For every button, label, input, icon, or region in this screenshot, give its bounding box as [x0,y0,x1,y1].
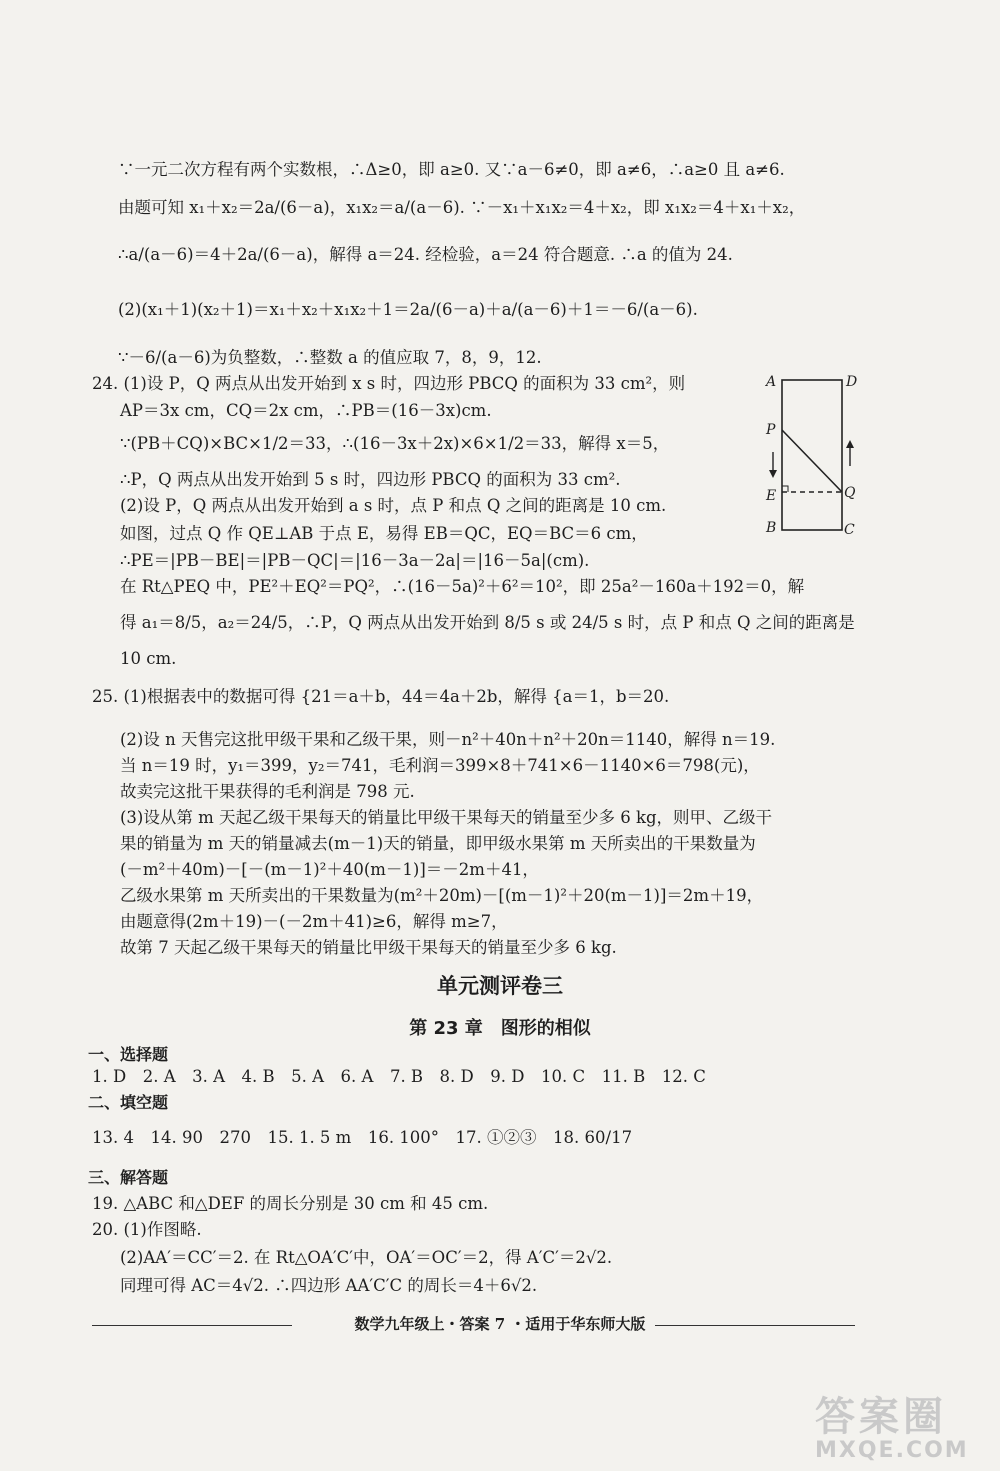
text-line: ∵－6/(a－6)为负整数，∴整数 a 的值应取 7，8，9，12. [118,348,542,367]
text-line: ∵一元二次方程有两个实数根，∴Δ≥0，即 a≥0. 又∵a－6≠0，即 a≠6，∴a≥0 且 a≠6. [118,160,785,179]
text-line: 同理可得 AC＝4√2. ∴四边形 AA′C′C 的周长＝4＋6√2. [120,1276,538,1295]
rectangle-figure [760,372,860,542]
unit-title: 单元测评卷三 [437,974,563,998]
fill-answers: 13. 4 14. 90 270 15. 1. 5 m 16. 100° 17. ①②③ 18. 60/17 [92,1128,633,1147]
text-line: 得 a₁＝8/5，a₂＝24/5，∴P，Q 两点从出发开始到 8/5 s 或 24/5 s 时，点 P 和点 Q 之间的距离是 [120,613,855,632]
text-line: 故第 7 天起乙级干果每天的销量比甲级干果每天的销量至少多 6 kg. [120,938,617,957]
text-line: ∴a/(a－6)＝4＋2a/(6－a)，解得 a＝24. 经检验，a＝24 符合题意. ∴a 的值为 24. [118,245,733,264]
text-line: 25. (1)根据表中的数据可得 {21＝a＋b，44＝4a＋2b，解得 {a＝1，b＝20. [92,687,670,706]
text-line: 果的销量为 m 天的销量减去(m－1)天的销量，即甲级水果第 m 天所卖出的干果数量为 [120,834,756,853]
text-line: AP＝3x cm，CQ＝2x cm，∴PB＝(16－3x)cm. [120,401,492,420]
text-line: 19. △ABC 和△DEF 的周长分别是 30 cm 和 45 cm. [92,1194,489,1213]
text-line: 24. (1)设 P，Q 两点从出发开始到 x s 时，四边形 PBCQ 的面积为 33 cm²，则 [92,374,686,393]
text-line: 由题意得(2m＋19)－(－2m＋41)≥6，解得 m≥7， [120,912,508,931]
label-c: C [844,522,855,538]
text-line: (2)设 n 天售完这批甲级干果和乙级干果，则－n²＋40n＋n²＋20n＝1140，解得 n＝19. [120,730,776,749]
label-e: E [766,488,777,504]
text-line: ∴PE＝|PB－BE|＝|PB－QC|＝|16－3a－2a|＝|16－5a|(cm). [120,551,590,570]
section-heading-choice: 一、选择题 [88,1045,169,1064]
label-p: P [766,422,776,438]
text-line: (－m²＋40m)－[－(m－1)²＋40(m－1)]＝－2m＋41， [120,860,539,879]
watermark-logo [815,1385,969,1463]
text-line: 由题可知 x₁＋x₂＝2a/(6－a)，x₁x₂＝a/(a－6). ∵－x₁＋x₁x₂＝4＋x₂，即 x₁x₂＝4＋x₁＋x₂， [118,198,806,217]
text-line: 在 Rt△PEQ 中，PE²＋EQ²＝PQ²，∴(16－5a)²＋6²＝10²，即 25a²－160a＋192＝0，解 [120,577,805,596]
text-line: (2)AA′＝CC′＝2. 在 Rt△OA′C′中，OA′＝OC′＝2，得 A′C′＝2√2. [120,1248,613,1267]
choice-answers: 1. D 2. A 3. A 4. B 5. A 6. A 7. B 8. D 9. D 10. C 11. B 12. C [92,1067,706,1086]
page-footer [0,1313,1000,1334]
footer-label: 数学九年级上・答案 7 ・适用于华东师大版 [345,1315,656,1333]
text-line: 当 n＝19 时，y₁＝399，y₂＝741，毛利润＝399×8＋741×6－1140×6＝798(元)， [120,756,760,775]
text-line: 乙级水果第 m 天所卖出的干果数量为(m²＋20m)－[(m－1)²＋20(m－1)]＝2m＋19， [120,886,764,905]
text-line: ∴P，Q 两点从出发开始到 5 s 时，四边形 PBCQ 的面积为 33 cm². [120,470,621,489]
text-line: (2)(x₁＋1)(x₂＋1)＝x₁＋x₂＋x₁x₂＋1＝2a/(6－a)＋a/(a－6)＋1＝－6/(a－6). [118,300,698,319]
text-line: 10 cm. [120,649,177,668]
label-b: B [766,520,777,536]
text-line: ∵(PB＋CQ)×BC×1/2＝33，∴(16－3x＋2x)×6×1/2＝33，解得 x＝5， [120,434,670,453]
label-a: A [766,374,777,390]
label-q: Q [844,485,856,501]
label-d: D [846,374,858,390]
section-heading-solve: 三、解答题 [88,1168,169,1187]
watermark-small-text: MXQE.COM [815,1438,969,1463]
text-line: 故卖完这批干果获得的毛利润是 798 元. [120,782,415,801]
text-line: (2)设 P，Q 两点从出发开始到 a s 时，点 P 和点 Q 之间的距离是 10 cm. [120,496,667,515]
section-heading-fill: 二、填空题 [88,1093,169,1112]
text-line: 20. (1)作图略. [92,1220,202,1239]
text-line: (3)设从第 m 天起乙级干果每天的销量比甲级干果每天的销量至少多 6 kg，则甲、乙级干 [120,808,773,827]
watermark-big-text: 答案圈 [815,1394,947,1440]
text-line: 如图，过点 Q 作 QE⊥AB 于点 E，易得 EB＝QC，EQ＝BC＝6 cm， [120,524,648,543]
chapter-title: 第 23 章 图形的相似 [409,1018,591,1039]
